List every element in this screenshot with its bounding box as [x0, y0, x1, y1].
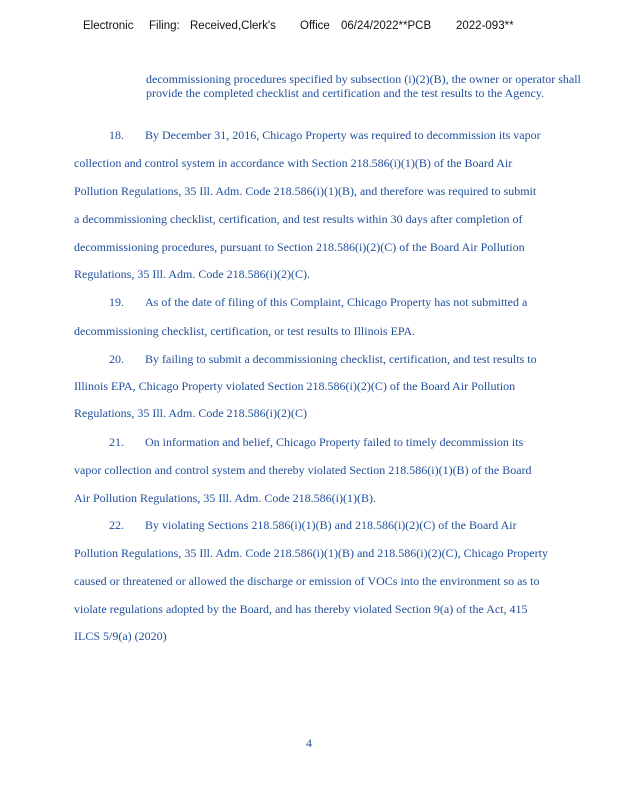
intro-continuation: decommissioning procedures specified by subsection (i)(2)(B), the owner or operator shall provide the completed checklist and certification and the test results to the Agency.	[146, 72, 581, 100]
paragraph-line: On information and belief, Chicago Property failed to timely decommission its	[145, 435, 524, 449]
paragraph-line: decommissioning procedures, pursuant to Section 218.586(i)(2)(C) of the Board Air Pollution	[74, 240, 525, 254]
header-filing: Filing:	[149, 20, 180, 32]
paragraph-number: 22.	[109, 518, 124, 532]
paragraph-line: collection and control system in accordance with Section 218.586(i)(1)(B) of the Board Air	[74, 156, 513, 170]
paragraph-number: 20.	[109, 352, 124, 366]
paragraph-20-first-line	[109, 352, 618, 366]
header-office: Office	[300, 20, 330, 32]
paragraph-18-first-line	[109, 128, 618, 142]
paragraph-line: By December 31, 2016, Chicago Property was required to decommission its vapor	[145, 128, 541, 142]
paragraph-line: As of the date of filing of this Complaint, Chicago Property has not submitted a	[145, 295, 528, 309]
page-number: 4	[306, 736, 312, 750]
paragraph-line: Illinois EPA, Chicago Property violated Section 218.586(i)(2)(C) of the Board Air Pollution	[74, 379, 516, 393]
header-received-clerks: Received,Clerk's	[190, 20, 276, 32]
header-electronic: Electronic	[83, 20, 134, 32]
paragraph-line: Regulations, 35 Ill. Adm. Code 218.586(i)(2)(C)	[74, 406, 307, 420]
header-case-number: 2022-093**	[456, 20, 514, 32]
paragraph-line: decommissioning checklist, certification, or test results to Illinois EPA.	[74, 324, 416, 338]
paragraph-line: Pollution Regulations, 35 Ill. Adm. Code 218.586(i)(1)(B), and therefore was required to submit	[74, 184, 537, 198]
paragraph-line: By failing to submit a decommissioning checklist, certification, and test results to	[145, 352, 537, 366]
paragraph-line: Air Pollution Regulations, 35 Ill. Adm. Code 218.586(i)(1)(B).	[74, 491, 376, 505]
header-date-pcb: 06/24/2022**PCB	[341, 20, 432, 32]
paragraph-line: Regulations, 35 Ill. Adm. Code 218.586(i)(2)(C).	[74, 267, 310, 281]
paragraph-line: caused or threatened or allowed the discharge or emission of VOCs into the environment so as to	[74, 574, 540, 588]
paragraph-number: 18.	[109, 128, 124, 142]
paragraph-number: 21.	[109, 435, 124, 449]
paragraph-19-first-line	[109, 295, 618, 309]
paragraph-line: By violating Sections 218.586(i)(1)(B) and 218.586(i)(2)(C) of the Board Air	[145, 518, 517, 532]
paragraph-line: violate regulations adopted by the Board, and has thereby violated Section 9(a) of the Act, 415	[74, 602, 528, 616]
paragraph-line: a decommissioning checklist, certification, and test results within 30 days after completion of	[74, 212, 523, 226]
paragraph-number: 19.	[109, 295, 124, 309]
paragraph-22-first-line	[109, 518, 618, 532]
paragraph-line: Pollution Regulations, 35 Ill. Adm. Code 218.586(i)(1)(B) and 218.586(i)(2)(C), Chicago Property	[74, 546, 548, 560]
paragraph-line: ILCS 5/9(a) (2020)	[74, 629, 167, 643]
paragraph-21-first-line	[109, 435, 618, 449]
paragraph-line: vapor collection and control system and thereby violated Section 218.586(i)(1)(B) of the Board	[74, 463, 532, 477]
filing-header	[0, 20, 618, 36]
